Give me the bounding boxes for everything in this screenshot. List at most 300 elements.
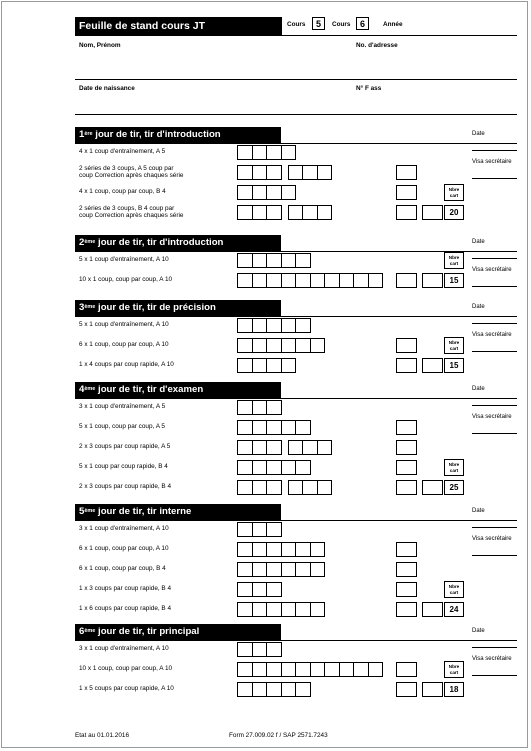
exercise-label-text: 5 x 1 coup, coup par coup, A 5 [79,423,165,431]
exercise-label-text: 1 x 3 coups par coup rapide, B 4 [79,585,172,593]
shot-box[interactable] [252,185,268,200]
exercise-label [79,164,183,181]
shot-box[interactable] [252,480,268,495]
section-number: 5 [79,506,85,517]
shot-box[interactable] [353,273,369,288]
shot-box[interactable] [281,602,297,617]
exercise-row [75,252,517,269]
shot-box[interactable] [252,682,268,697]
shot-box[interactable] [281,562,297,577]
naissance-label: Date de naissance [79,85,135,92]
shot-box[interactable] [237,542,253,557]
result-box[interactable] [396,582,417,597]
shot-box[interactable] [252,273,268,288]
result-box[interactable] [396,420,417,435]
exercise-label [79,419,165,436]
visa-label: Visa secrétaire [472,536,512,542]
shot-box[interactable] [266,273,282,288]
shot-box[interactable] [237,205,253,220]
shot-box[interactable] [324,662,340,677]
shot-box[interactable] [252,602,268,617]
shot-group [237,420,310,435]
shot-box[interactable] [317,205,333,220]
date-label: Date [472,508,485,514]
exercise-label-text: 1 x 5 coups par coup rapide, A 10 [79,685,174,693]
nbre-cart-header [444,184,464,201]
exercise-label-text: 1 x 4 coups par coup rapide, A 10 [79,361,174,369]
shot-group [237,682,310,697]
section-title [75,624,281,640]
exercise-label-text: 2 séries de 3 coups, A 5 coup par coup Correction après chaques série [79,164,184,179]
exercise-label-text: 3 x 1 coup d'entraînement, A 10 [79,645,169,653]
shot-box[interactable] [252,642,268,657]
result-box[interactable] [396,542,417,557]
date-label: Date [472,386,485,392]
shot-box[interactable] [237,682,253,697]
shot-box[interactable] [295,273,311,288]
shot-box[interactable] [281,253,297,268]
shot-box[interactable] [281,420,297,435]
shot-box[interactable] [317,165,333,180]
shot-box[interactable] [252,460,268,475]
shot-box[interactable] [266,420,282,435]
shot-box[interactable] [302,205,318,220]
shot-box[interactable] [266,185,282,200]
shot-box[interactable] [237,273,253,288]
shot-box[interactable] [237,582,253,597]
shot-group [237,662,382,677]
shot-box[interactable] [281,338,297,353]
section-ordinal: ème [84,304,96,310]
shot-box[interactable] [237,420,253,435]
birth-field-line[interactable] [75,114,517,115]
cartridge-count: 15 [444,358,464,373]
total-box[interactable] [422,480,443,495]
shot-group [288,205,332,220]
exercise-label-text: 10 x 1 coup, coup par coup, A 10 [79,276,173,284]
shot-box[interactable] [310,338,326,353]
nbre-label: Nbre [448,462,460,467]
result-box[interactable] [396,273,417,288]
shot-box[interactable] [237,460,253,475]
shot-group [237,273,382,288]
exercise-row [75,479,517,496]
shot-box[interactable] [266,642,282,657]
shot-group [288,480,332,495]
result-box[interactable] [396,562,417,577]
shot-box[interactable] [266,318,282,333]
ass-label: N° F ass [356,85,382,92]
visa-label: Visa secrétaire [472,656,512,662]
shot-box[interactable] [266,440,282,455]
shot-box[interactable] [237,602,253,617]
section-title [75,235,281,251]
shot-box[interactable] [252,420,268,435]
exercise-label-text: 5 x 1 coup d'entraînement, A 10 [79,256,169,264]
cartridge-count: 25 [444,480,464,495]
cours-label-1: Cours [287,21,306,28]
exercise-label-text: 2 séries de 3 coups, B 4 coup par coup Correction après chaques série [79,204,184,219]
shot-box[interactable] [237,562,253,577]
exercise-row [75,144,517,161]
shot-box[interactable] [281,185,297,200]
result-box[interactable] [396,480,417,495]
exercise-row [75,581,517,598]
shot-box[interactable] [252,205,268,220]
exercise-label [79,252,169,269]
exercise-row [75,459,517,476]
cartridge-count: 24 [444,602,464,617]
shot-box[interactable] [281,682,297,697]
exercise-label-text: 4 x 1 coup, coup par coup, B 4 [79,188,166,196]
shot-box[interactable] [237,338,253,353]
shot-box[interactable] [252,582,268,597]
section-title [75,504,281,520]
exercise-label [79,399,165,416]
footer-etat: Etat au 01.01.2016 [75,732,130,739]
exercise-label [79,439,170,456]
result-box[interactable] [396,205,417,220]
shot-group [237,562,324,577]
shot-box[interactable] [252,662,268,677]
shot-box[interactable] [252,562,268,577]
shot-box[interactable] [252,318,268,333]
shot-box[interactable] [317,480,333,495]
section-title [75,127,281,143]
shot-group [237,145,295,160]
exercise-label-text: 6 x 1 coup, coup par coup, A 10 [79,341,169,349]
date-label: Date [472,304,485,310]
shot-group [237,602,324,617]
shot-box[interactable] [252,522,268,537]
shot-box[interactable] [339,662,355,677]
section-title [75,300,281,316]
shot-group [237,253,310,268]
shot-box[interactable] [310,602,326,617]
exercise-row [75,272,517,289]
shot-box[interactable] [339,273,355,288]
visa-label: Visa secrétaire [472,332,512,338]
shot-group [237,185,295,200]
shot-box[interactable] [266,682,282,697]
shot-box[interactable] [266,400,282,415]
result-box[interactable] [396,165,417,180]
shot-box[interactable] [237,253,253,268]
exercise-label [79,337,169,354]
shot-box[interactable] [281,542,297,557]
shot-box[interactable] [281,273,297,288]
shot-box[interactable] [266,562,282,577]
shot-box[interactable] [310,662,326,677]
nbre-label: Nbre [448,255,460,260]
shot-box[interactable] [368,273,384,288]
section-title-text: jour de tir, tir de précision [95,302,216,313]
date-label: Date [472,131,485,137]
shot-box[interactable] [310,273,326,288]
date-label: Date [472,239,485,245]
shot-group [237,522,281,537]
total-box[interactable] [422,205,443,220]
section-ordinal: ème [84,386,96,392]
exercise-label [79,541,169,558]
shot-box[interactable] [266,338,282,353]
exercise-label-text: 4 x 1 coup d'entraînement, A 5 [79,148,166,156]
visa-label: Visa secrétaire [472,159,512,165]
shot-box[interactable] [317,440,333,455]
section-title-text: jour de tir, tir d'examen [95,384,204,395]
nbre-cart-header [444,581,464,598]
exercise-row [75,204,517,221]
shot-box[interactable] [295,318,311,333]
exercise-label-text: 2 x 3 coups par coup rapide, A 5 [79,443,171,451]
section-title-text: jour de tir, tir d'introduction [92,129,221,140]
exercise-label [79,661,172,678]
exercise-row [75,541,517,558]
shot-box[interactable] [237,145,253,160]
shot-group [237,542,324,557]
exercise-label [79,561,166,578]
annee-label: Année [383,21,403,28]
exercise-label [79,317,169,334]
cours-box-1[interactable]: 5 [312,17,325,30]
exercise-row [75,317,517,334]
shot-group [237,318,310,333]
section-number: 3 [79,302,85,313]
shot-box[interactable] [266,145,282,160]
cart-label: cart [449,345,459,351]
shot-box[interactable] [295,542,311,557]
shot-box[interactable] [237,318,253,333]
nbre-cart-header [444,459,464,476]
shot-box[interactable] [237,522,253,537]
exercise-label-text: 3 x 1 coup d'entraînement, A 5 [79,403,166,411]
shot-box[interactable] [310,542,326,557]
cours-box-2[interactable]: 6 [356,17,369,30]
shot-box[interactable] [281,318,297,333]
section-number: 6 [79,626,85,637]
exercise-label [79,601,171,618]
nbre-cart-header [444,337,464,354]
shot-box[interactable] [252,338,268,353]
shot-box[interactable] [252,440,268,455]
total-box[interactable] [422,273,443,288]
cours-label-2: Cours [332,21,351,28]
shot-box[interactable] [288,480,304,495]
total-box[interactable] [422,682,443,697]
cartridge-count: 20 [444,205,464,220]
exercise-label [79,144,165,161]
shot-box[interactable] [266,205,282,220]
shot-box[interactable] [252,400,268,415]
shot-box[interactable] [324,273,340,288]
exercise-row [75,641,517,658]
shot-box[interactable] [237,662,253,677]
exercise-row [75,184,517,201]
cart-label: cart [449,467,459,473]
exercise-label [79,357,174,374]
shot-group [237,358,295,373]
section-number: 2 [79,237,85,248]
shot-box[interactable] [266,460,282,475]
shot-box[interactable] [252,542,268,557]
shot-box[interactable] [295,420,311,435]
exercise-row [75,521,517,538]
shot-group [237,642,281,657]
nbre-label: Nbre [448,340,460,345]
exercise-label [79,521,169,538]
document-title: Feuille de stand cours JT [75,17,282,35]
section-title-text: jour de tir, tir interne [95,506,192,517]
shot-group [237,165,281,180]
date-label: Date [472,628,485,634]
shot-box[interactable] [302,480,318,495]
shot-box[interactable] [237,400,253,415]
shot-box[interactable] [281,358,297,373]
shot-group [237,400,281,415]
total-box[interactable] [422,358,443,373]
exercise-row [75,419,517,436]
exercise-label-text: 1 x 6 coups par coup rapide, B 4 [79,605,172,613]
visa-label: Visa secrétaire [472,414,512,420]
shot-box[interactable] [237,185,253,200]
shot-group [288,165,332,180]
shot-group [288,440,332,455]
section-title-text: jour de tir, tir d'introduction [95,237,224,248]
exercise-label-text: 5 x 1 coup par coup rapide, B 4 [79,463,168,471]
shot-box[interactable] [252,145,268,160]
shot-box[interactable] [288,165,304,180]
shot-box[interactable] [281,460,297,475]
shot-box[interactable] [295,338,311,353]
cart-label: cart [449,669,459,675]
result-box[interactable] [396,662,417,677]
cart-label: cart [449,589,459,595]
section-ordinal: ère [84,131,93,137]
shot-box[interactable] [295,253,311,268]
exercise-row [75,561,517,578]
section-ordinal: ème [84,628,96,634]
exercise-label-text: 6 x 1 coup, coup par coup, A 10 [79,545,169,553]
shot-box[interactable] [237,165,253,180]
shot-box[interactable] [266,522,282,537]
shot-box[interactable] [281,145,297,160]
shot-group [237,480,281,495]
cart-label: cart [449,192,459,198]
exercise-label-text: 5 x 1 coup d'entraînement, A 10 [79,321,169,329]
exercise-label [79,581,171,598]
visa-label: Visa secrétaire [472,267,512,273]
nbre-cart-header [444,661,464,678]
footer-form: Form 27.009.02 f / SAP 2571.7243 [229,732,328,739]
section-title [75,382,281,398]
exercise-label [79,479,171,496]
exercise-label [79,459,168,476]
shot-box[interactable] [266,165,282,180]
shot-box[interactable] [237,480,253,495]
cartridge-count: 15 [444,273,464,288]
exercise-row [75,661,517,678]
shot-box[interactable] [310,562,326,577]
exercise-label [79,184,166,201]
shot-box[interactable] [368,662,384,677]
shot-box[interactable] [266,253,282,268]
exercise-label [79,641,169,658]
section-ordinal: ème [84,508,96,514]
shot-box[interactable] [266,542,282,557]
result-box[interactable] [396,460,417,475]
adresse-label: No. d'adresse [356,42,398,49]
section-title-text: jour de tir, tir principal [95,626,200,637]
nbre-label: Nbre [448,187,460,192]
result-box[interactable] [396,602,417,617]
result-box[interactable] [396,358,417,373]
exercise-label-text: 3 x 1 coup d'entraînement, A 10 [79,525,169,533]
shot-group [237,582,281,597]
shot-box[interactable] [295,460,311,475]
result-box[interactable] [396,185,417,200]
exercise-row [75,164,517,181]
shot-box[interactable] [295,662,311,677]
shot-box[interactable] [266,602,282,617]
section-ordinal: ème [84,239,96,245]
exercise-row [75,337,517,354]
nbre-label: Nbre [448,664,460,669]
exercise-label [79,272,172,289]
nbre-label: Nbre [448,584,460,589]
shot-box[interactable] [288,440,304,455]
section-number: 1 [79,129,85,140]
result-box[interactable] [396,440,417,455]
shot-box[interactable] [295,602,311,617]
nbre-cart-header [444,252,464,269]
exercise-row [75,681,517,698]
shot-box[interactable] [295,562,311,577]
exercise-label [79,681,174,698]
shot-group [237,460,310,475]
shot-box[interactable] [237,358,253,373]
shot-box[interactable] [266,582,282,597]
name-field-line[interactable] [75,79,517,80]
shot-box[interactable] [252,358,268,373]
nom-label: Nom, Prénom [79,42,121,49]
exercise-label-text: 6 x 1 coup, coup par coup, B 4 [79,565,166,573]
total-box[interactable] [422,602,443,617]
shot-box[interactable] [302,165,318,180]
shot-group [237,205,281,220]
shot-box[interactable] [281,662,297,677]
exercise-label [79,204,183,221]
shot-box[interactable] [266,662,282,677]
shot-box[interactable] [288,205,304,220]
shot-box[interactable] [237,642,253,657]
shot-box[interactable] [266,480,282,495]
shot-box[interactable] [295,682,311,697]
cartridge-count: 18 [444,682,464,697]
result-box[interactable] [396,682,417,697]
shot-box[interactable] [353,662,369,677]
exercise-row [75,439,517,456]
exercise-row [75,357,517,374]
shot-box[interactable] [237,440,253,455]
shot-box[interactable] [252,253,268,268]
shot-box[interactable] [252,165,268,180]
result-box[interactable] [396,338,417,353]
exercise-row [75,601,517,618]
exercise-label-text: 10 x 1 coup, coup par coup, A 10 [79,665,173,673]
header-divider [75,35,517,36]
shot-box[interactable] [302,440,318,455]
shot-box[interactable] [266,358,282,373]
